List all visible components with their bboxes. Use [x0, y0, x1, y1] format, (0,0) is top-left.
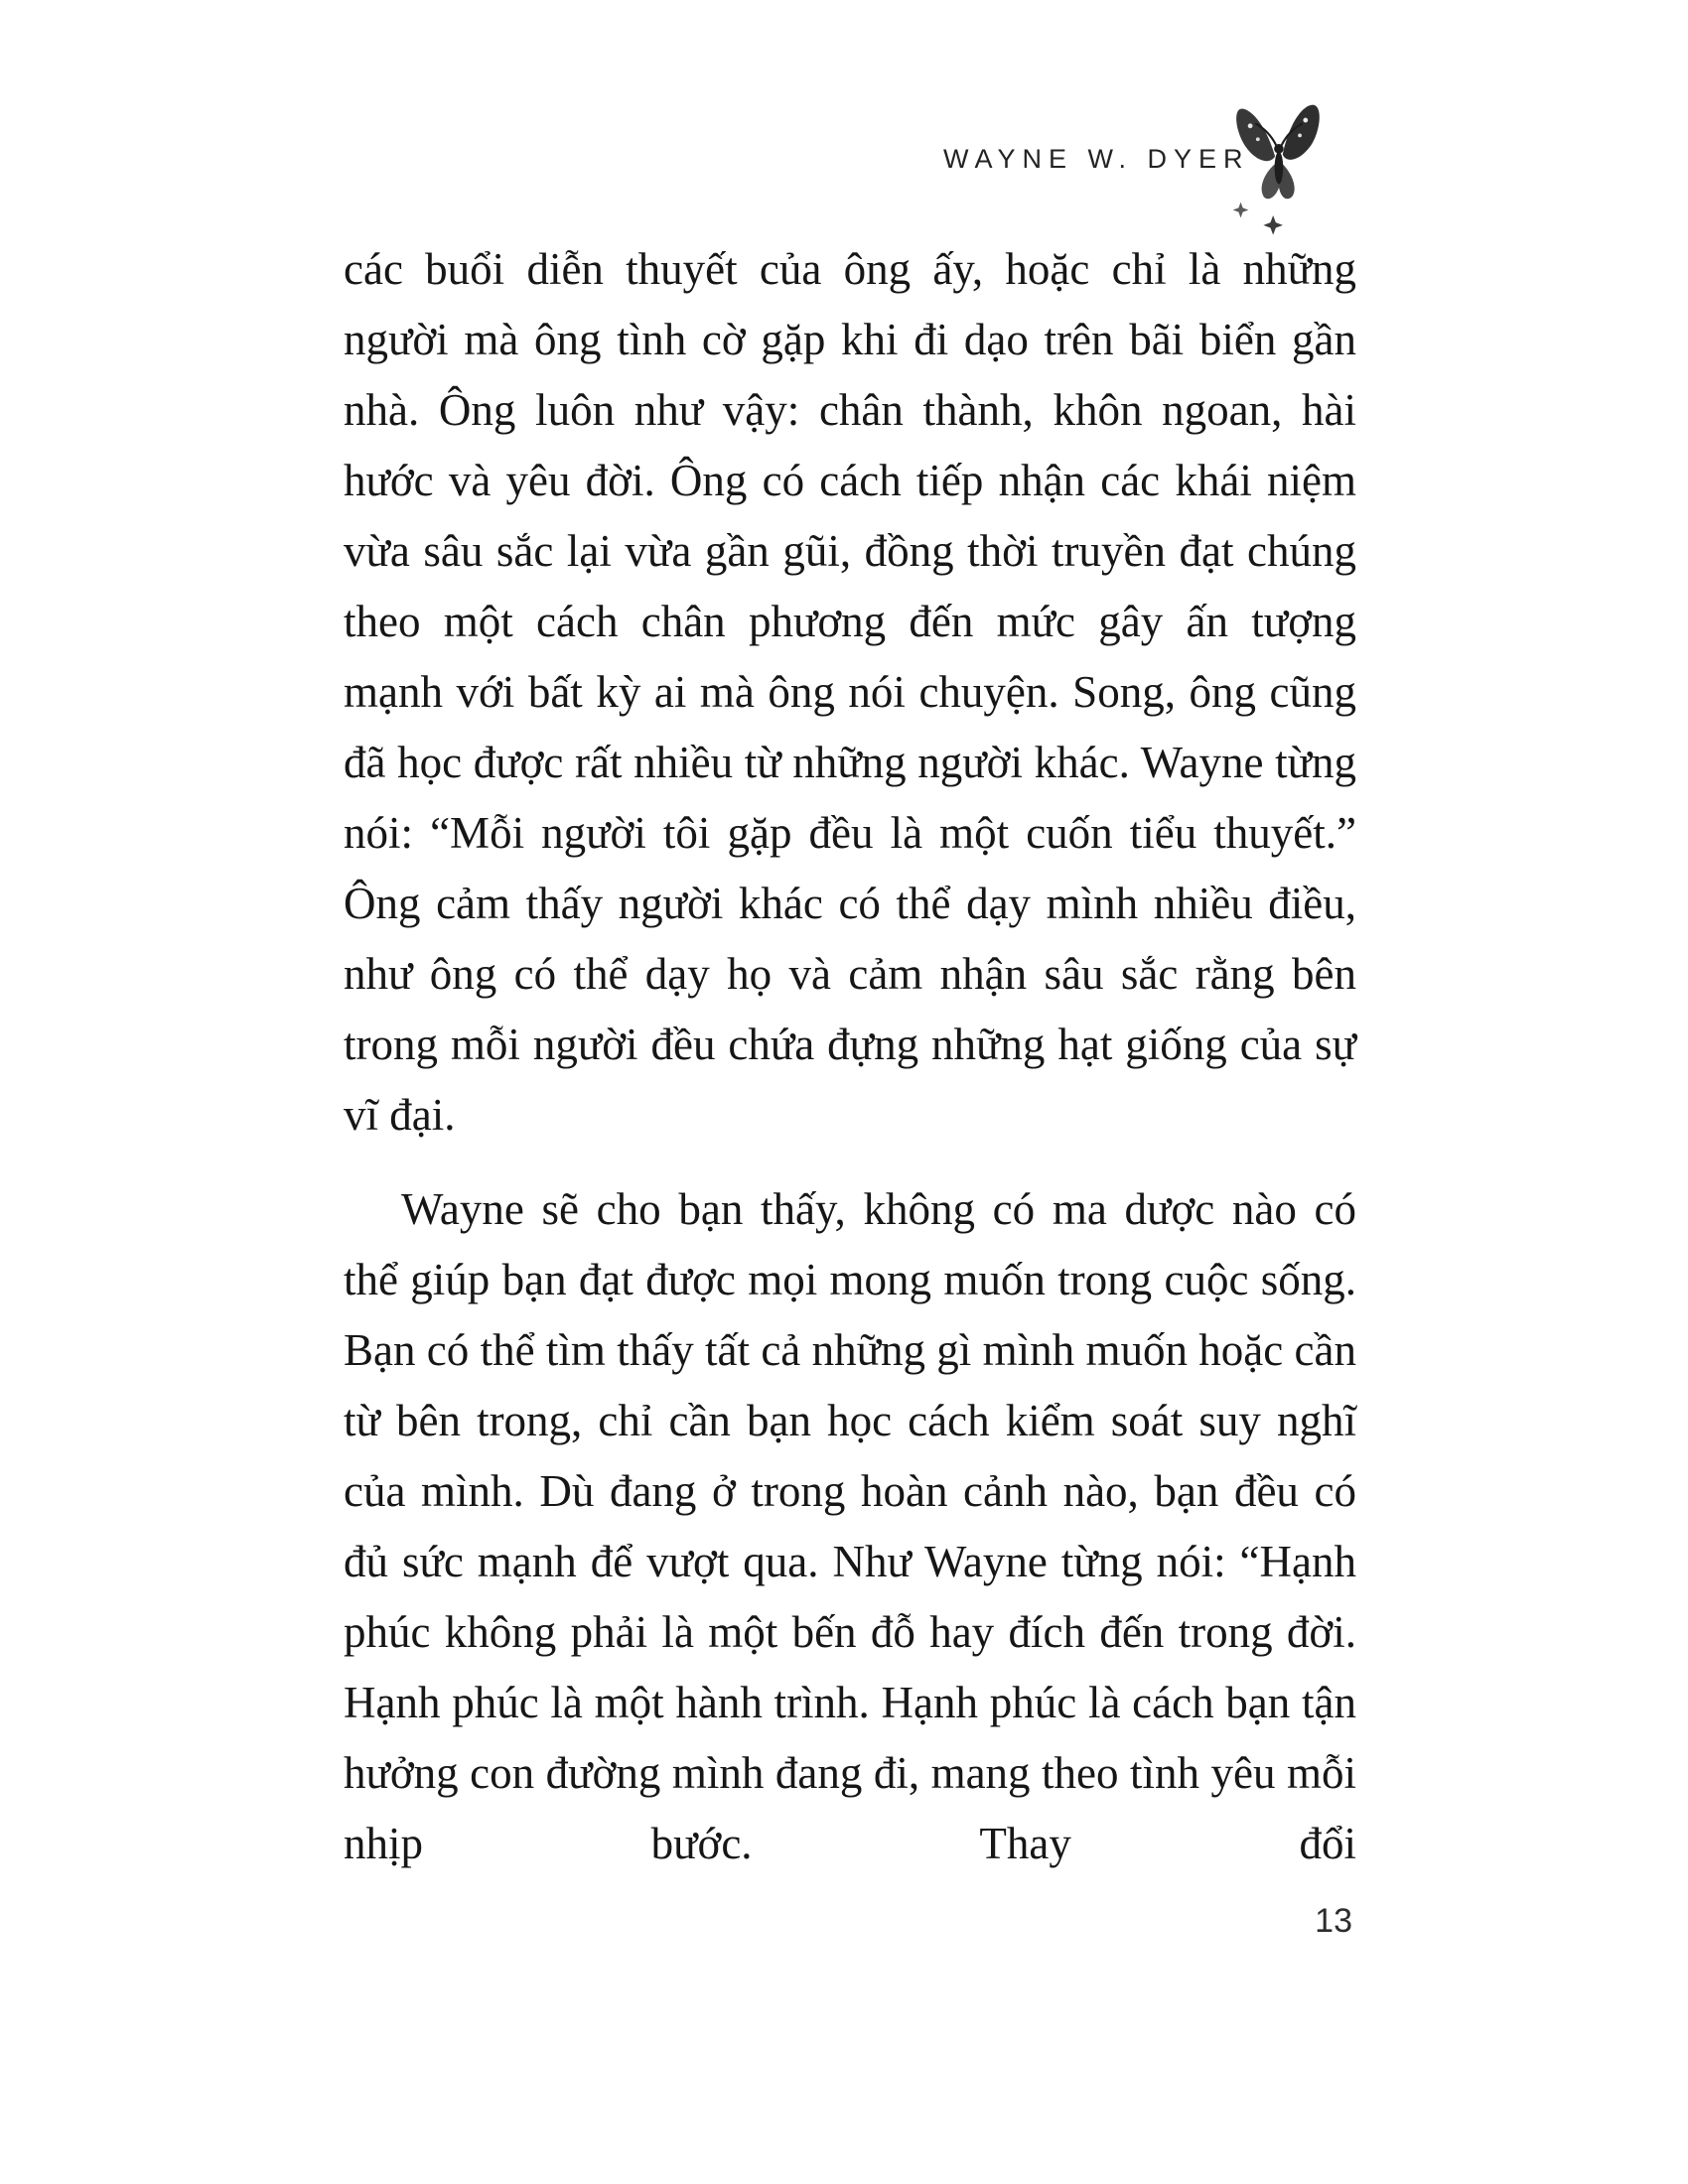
- paragraph: các buổi diễn thuyết của ông ấy, hoặc chỉ là những người mà ông tình cờ gặp khi đi dạo trên bãi biển gần nhà. Ông luôn như vậy: chân thành, khôn ngoan, hài hước và yêu đời. Ông có cách tiếp nhận các khái niệm vừa sâu sắc lại vừa gần gũi, đồng thời truyền đạt chúng theo một cách chân phương đến mức gây ấn tượng mạnh với bất kỳ ai mà ông nói chuyện. Song, ông cũng đã học được rất nhiều từ những người khác. Wayne từng nói: “Mỗi người tôi gặp đều là một cuốn tiểu thuyết.” Ông cảm thấy người khác có thể dạy mình nhiều điều, như ông có thể dạy họ và cảm nhận sâu sắc rằng bên trong mỗi người đều chứa đựng những hạt giống của sự vĩ đại.: [344, 244, 1356, 1140]
- paragraph: Wayne sẽ cho bạn thấy, không có ma dược nào có thể giúp bạn đạt được mọi mong muốn trong cuộc sống. Bạn có thể tìm thấy tất cả những gì mình muốn hoặc cần từ bên trong, chỉ cần bạn học cách kiểm soát suy nghĩ của mình. Dù đang ở trong hoàn cảnh nào, bạn đều có đủ sức mạnh để vượt qua. Như Wayne từng nói: “Hạnh phúc không phải là một bến đỗ hay đích đến trong đời. Hạnh phúc là một hành trình. Hạnh phúc là cách bạn tận hưởng con đường mình đang đi, mang theo tình yêu mỗi nhịp bước. Thay đổi: [344, 1184, 1356, 1868]
- body-text: [344, 234, 1356, 1879]
- butterfly-sparkles-icon: [1229, 97, 1325, 240]
- page-header: [943, 139, 1250, 179]
- page-number: 13: [1315, 1902, 1352, 1940]
- running-head-author: WAYNE W. DYER: [943, 143, 1250, 174]
